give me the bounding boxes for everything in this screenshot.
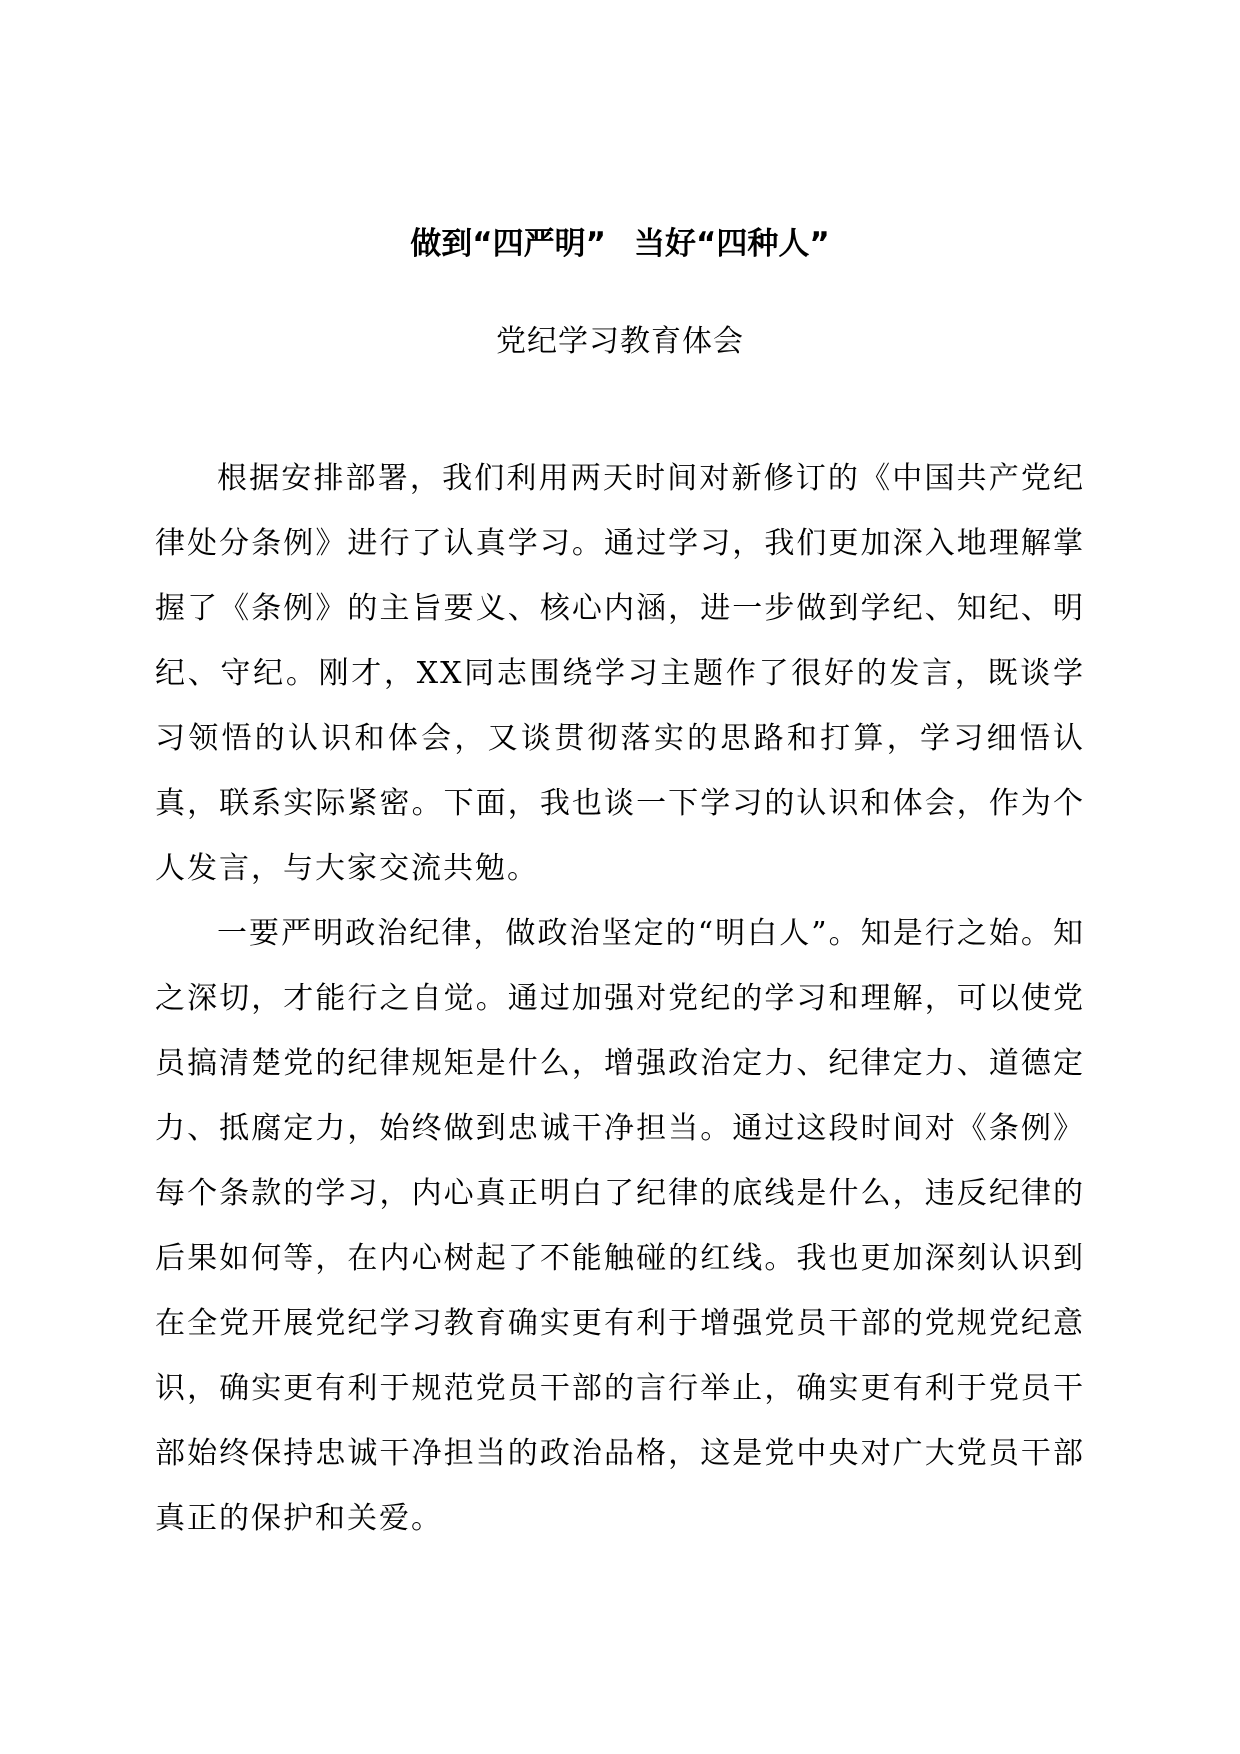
- document-body: [155, 446, 1085, 1551]
- paragraph-political-discipline: 一要严明政治纪律，做政治坚定的“明白人”。知是行之始。知之深切，才能行之自觉。通过加强对党纪的学习和理解，可以使党员搞清楚党的纪律规矩是什么，增强政治定力、纪律定力、道德定力、抵腐定力，始终做到忠诚干净担当。通过这段时间对《条例》每个条款的学习，内心真正明白了纪律的底线是什么，违反纪律的后果如何等，在内心树起了不能触碰的红线。我也更加深刻认识到在全党开展党纪学习教育确实更有利于增强党员干部的党规党纪意识，确实更有利于规范党员干部的言行举止，确实更有利于党员干部始终保持忠诚干净担当的政治品格，这是党中央对广大党员干部真正的保护和关爱。: [155, 916, 1085, 1536]
- title-part-1: 做到“四严明”: [410, 226, 606, 262]
- paragraph-intro: 根据安排部署，我们利用两天时间对新修订的《中国共产党纪律处分条例》进行了认真学习。通过学习，我们更加深入地理解掌握了《条例》的主旨要义、核心内涵，进一步做到学纪、知纪、明纪、守纪。刚才，XX同志围绕学习主题作了很好的发言，既谈学习领悟的认识和体会，又谈贯彻落实的思路和打算，学习细悟认真，联系实际紧密。下面，我也谈一下学习的认识和体会，作为个人发言，与大家交流共勉。: [155, 461, 1085, 886]
- document-subtitle: 党纪学习教育体会: [496, 324, 744, 359]
- document-title: [0, 222, 1240, 266]
- title-part-2: 当好“四种人”: [634, 226, 830, 262]
